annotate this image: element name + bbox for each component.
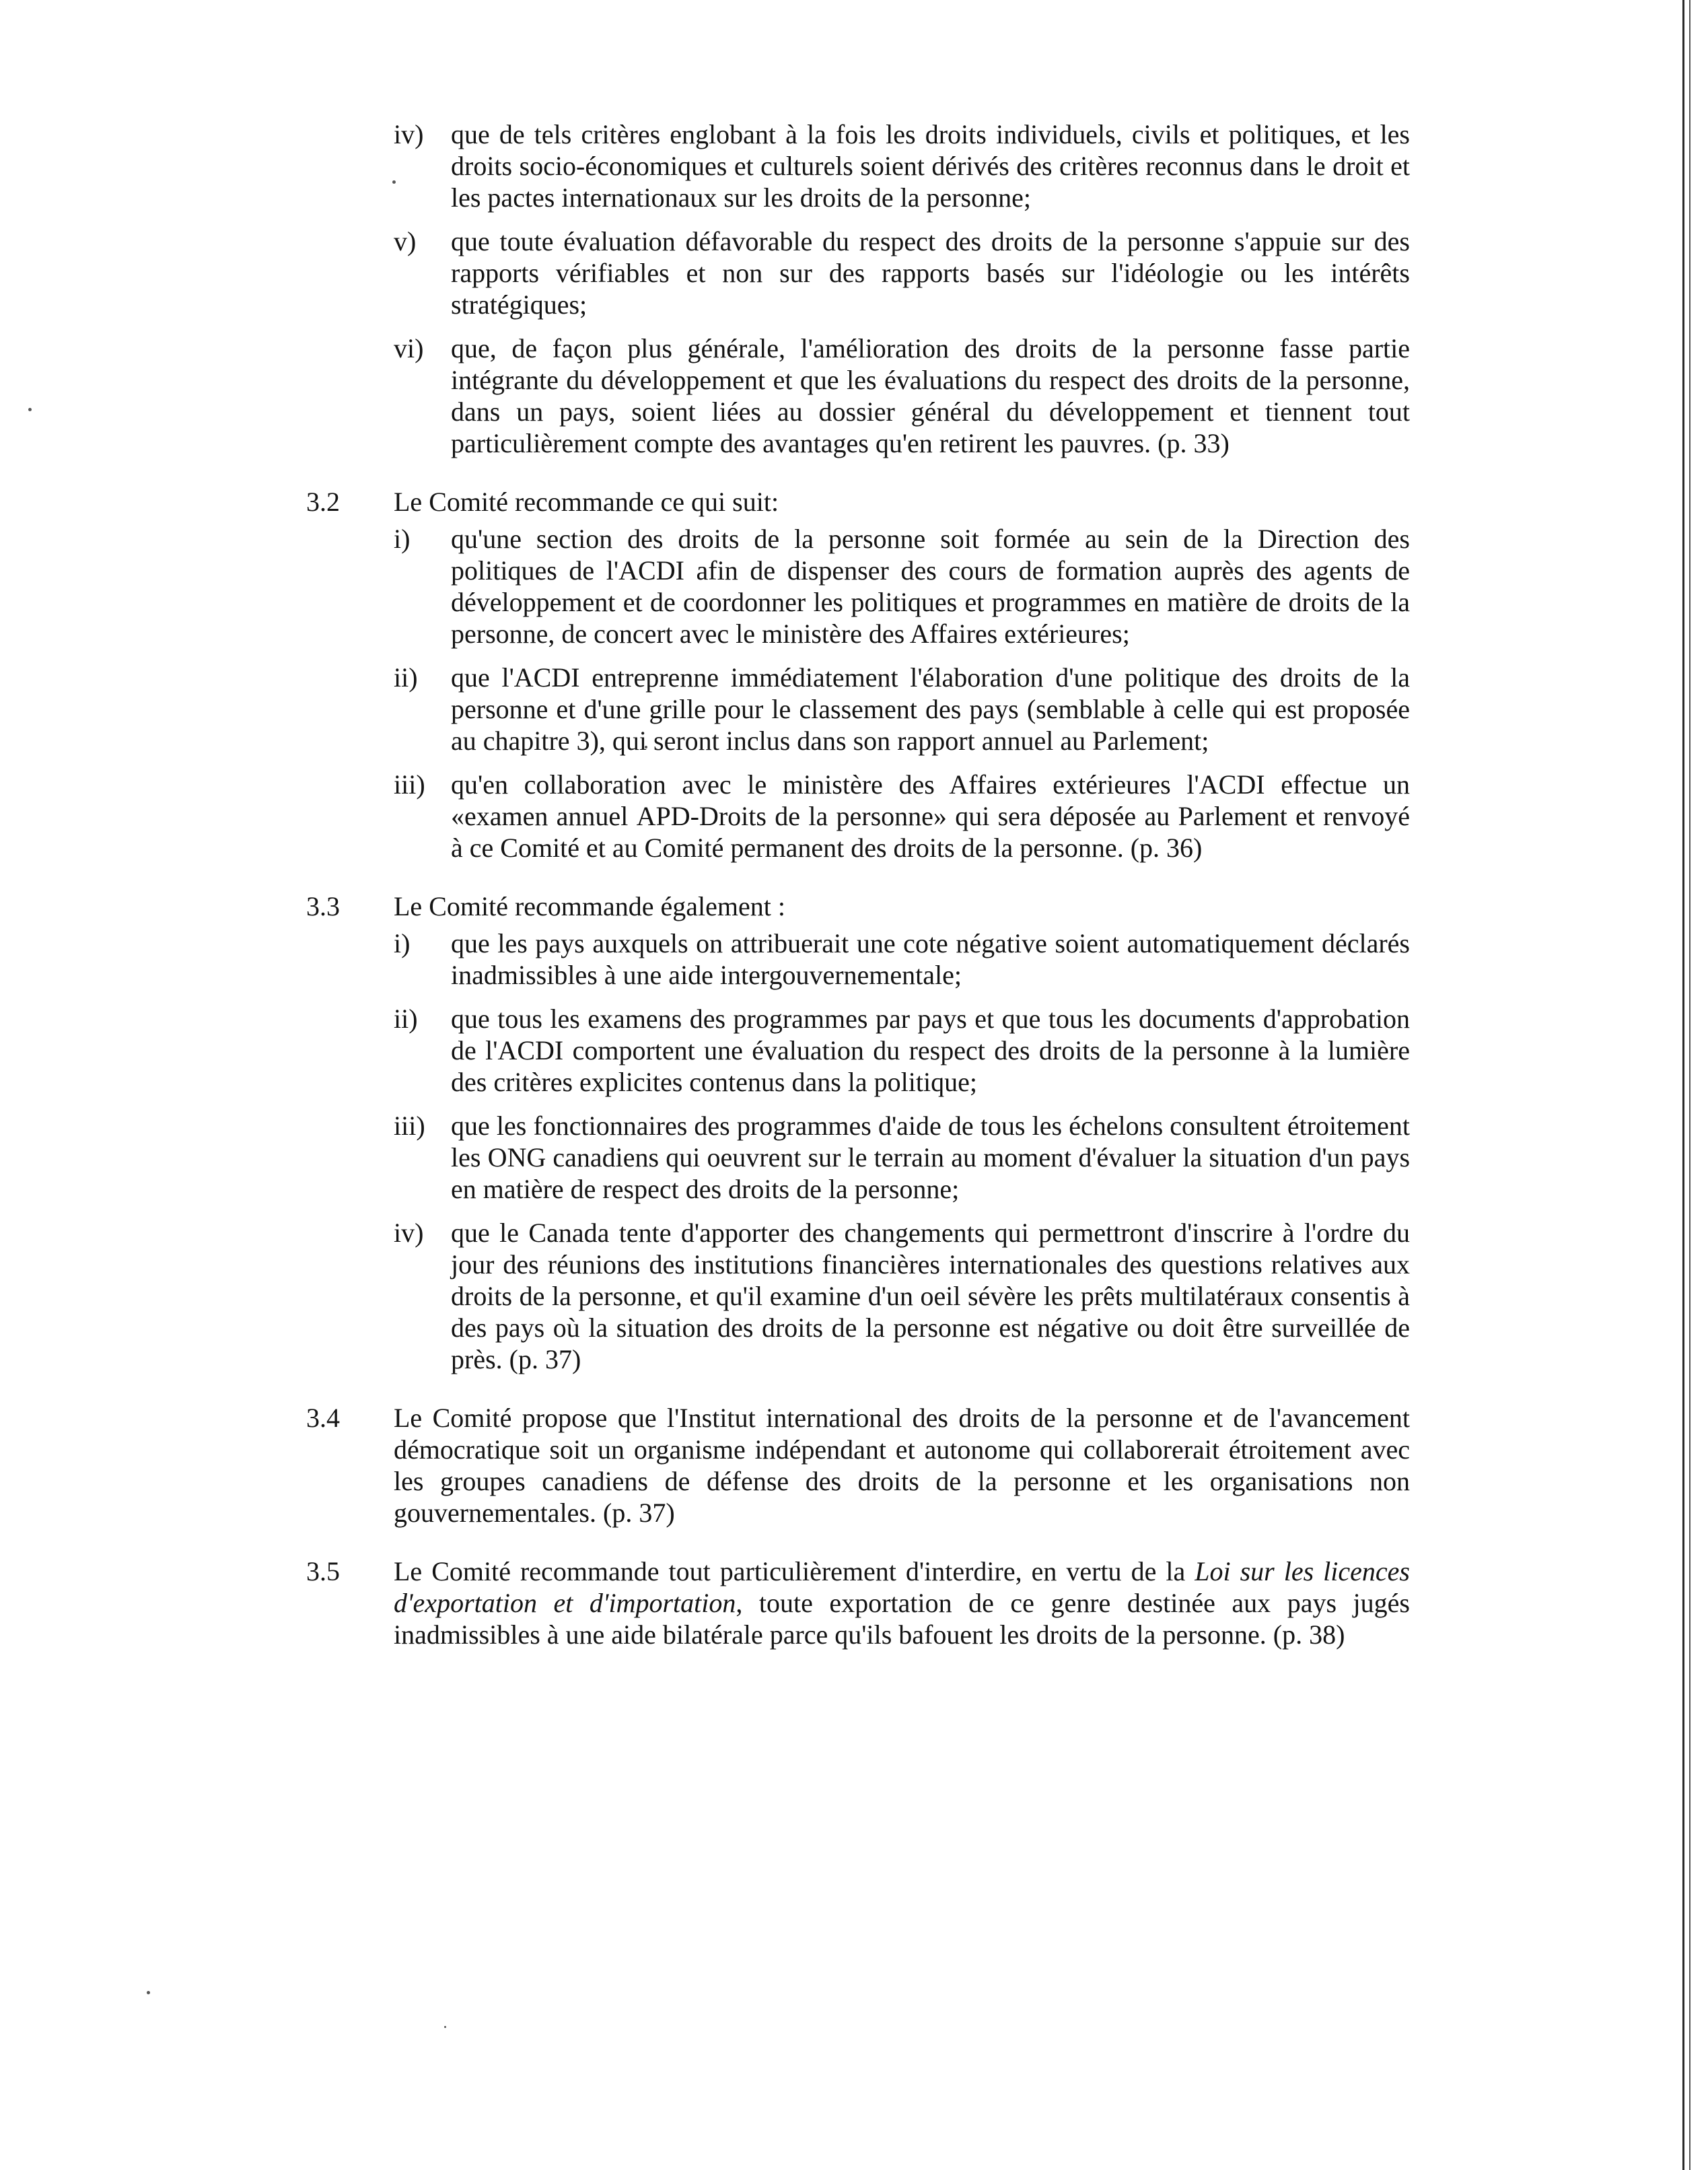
- item-text: que, de façon plus générale, l'amélioration des droits de la personne fasse partie intégrante du développement et que les évaluations du respect des droits de la personne, dans un pays, soient liées au dossier général du développement et tiennent tout particulièrement compte des avantages qu'en retirent les pauvres. (p. 33): [451, 333, 1410, 458]
- item-text: que l'ACDI entreprenne immédiatement l'élaboration d'une politique des droits de la personne et d'une grille pour le classement des pays (semblable à celle qui est proposée au chapitre 3), qui seront inclus dans son rapport annuel au Parlement;: [451, 662, 1411, 756]
- list-item: [306, 769, 1410, 864]
- acronym: ACDI: [497, 1035, 564, 1065]
- section-text: Le Comité recommande tout particulièrement d'interdire, en vertu de la Loi sur les licences d'exportation et d'importation, toute exportation de ce genre destinée aux pays jugés inadmissibles à une aide bilatérale parce qu'ils bafouent les droits de la personne. (p. 38): [394, 1556, 1410, 1650]
- item-number: v): [394, 226, 417, 256]
- item-text: qu'en collaboration avec le ministère des Affaires extérieures l'ACDI effectue un «examen annuel APD-Droits de la personne» qui sera déposée au Parlement et renvoyé à ce Comité et au Comité permanent des droits de la personne. (p. 36): [451, 769, 1411, 863]
- list-item: [306, 1217, 1410, 1375]
- list-item: [306, 225, 1410, 320]
- list-item: [306, 1110, 1410, 1205]
- section-number: 3.3: [306, 891, 340, 921]
- list-item: [306, 662, 1410, 757]
- item-number: iv): [394, 119, 424, 149]
- scan-speck: [444, 2026, 446, 2028]
- list-item: [306, 1003, 1410, 1098]
- item-text: que tous les examens des programmes par pays et que tous les documents d'approbation de l'ACDI comportent une évaluation du respect des droits de la personne à la lumière des critères explicites contenus dans la politique;: [451, 1004, 1411, 1097]
- section-intro: Le Comité recommande également :: [394, 891, 785, 921]
- recommendation-3-4: [306, 1402, 1410, 1529]
- list-item: [306, 523, 1410, 650]
- item-number: vi): [394, 333, 424, 363]
- item-text: que toute évaluation défavorable du respect des droits de la personne s'appuie sur des rapports vérifiables et non sur des rapports basés sur l'idéologie ou les intérêts stratégiques;: [451, 226, 1410, 320]
- item-text: que le Canada tente d'apporter des changements qui permettront d'inscrire à l'ordre du jour des réunions des institutions financières internationales des questions relatives aux droits de la personne, et qu'il examine d'un oeil sévère les prêts multilatéraux consentis à des pays où la situation des droits de la personne est négative ou doit être surveillée de près. (p. 37): [451, 1218, 1410, 1374]
- recommendation-3-2: [306, 486, 1410, 518]
- item-number: iii): [394, 1111, 425, 1141]
- section-text: Le Comité propose que l'Institut international des droits de la personne et de l'avancement démocratique soit un organisme indépendant et autonome qui collaborerait étroitement avec les groupes canadiens de défense des droits de la personne et les organisations non gouvernementales. (p. 37): [394, 1403, 1410, 1528]
- section-intro: Le Comité recommande ce qui suit:: [394, 487, 779, 517]
- item-number: iii): [394, 769, 425, 800]
- section-number: 3.2: [306, 487, 340, 517]
- acronym: ONG: [487, 1142, 546, 1172]
- recommendation-3-3: [306, 890, 1410, 922]
- recommendation-3-5: [306, 1555, 1410, 1650]
- item-text: que de tels critères englobant à la fois les droits individuels, civils et politiques, et les droits socio-économiques et culturels soient dérivés des critères reconnus dans le droit et les pactes internationaux sur les droits de la personne;: [451, 119, 1410, 213]
- page-edge-line: [1689, 0, 1691, 2170]
- scan-speck: [147, 1991, 150, 1994]
- scan-speck: [28, 408, 32, 411]
- item-number: ii): [394, 662, 418, 693]
- section-number: 3.5: [306, 1556, 340, 1586]
- page-edge-line: [1682, 0, 1684, 2170]
- item-number: iv): [394, 1218, 424, 1248]
- item-text: que les fonctionnaires des programmes d'aide de tous les échelons consultent étroitement les ONG canadiens qui oeuvrent sur le terrain au moment d'évaluer la situation d'un pays en matière de respect des droits de la personne;: [451, 1111, 1411, 1204]
- list-item: [306, 332, 1410, 459]
- item-number: i): [394, 524, 411, 554]
- list-item: [306, 118, 1410, 213]
- law-title: Loi sur les licences d'exportation et d'importation: [394, 1556, 1410, 1618]
- acronym: ACDI: [513, 662, 580, 693]
- item-text: que les pays auxquels on attribuerait une cote négative soient automatiquement déclarés inadmissibles à une aide intergouvernementale;: [451, 928, 1410, 990]
- acronym: ACDI: [1199, 769, 1265, 800]
- list-item: [306, 928, 1410, 991]
- acronym: ACDI: [618, 555, 684, 586]
- document-body: [306, 118, 1410, 1650]
- item-number: i): [394, 928, 411, 958]
- acronym: APD: [636, 801, 690, 831]
- item-number: ii): [394, 1004, 418, 1034]
- section-number: 3.4: [306, 1403, 340, 1433]
- item-text: qu'une section des droits de la personne soit formée au sein de la Direction des politiques de l'ACDI afin de dispenser des cours de formation auprès des agents de développement et de coordonner les politiques et programmes en matière de droits de la personne, de concert avec le ministère des Affaires extérieures;: [451, 524, 1410, 649]
